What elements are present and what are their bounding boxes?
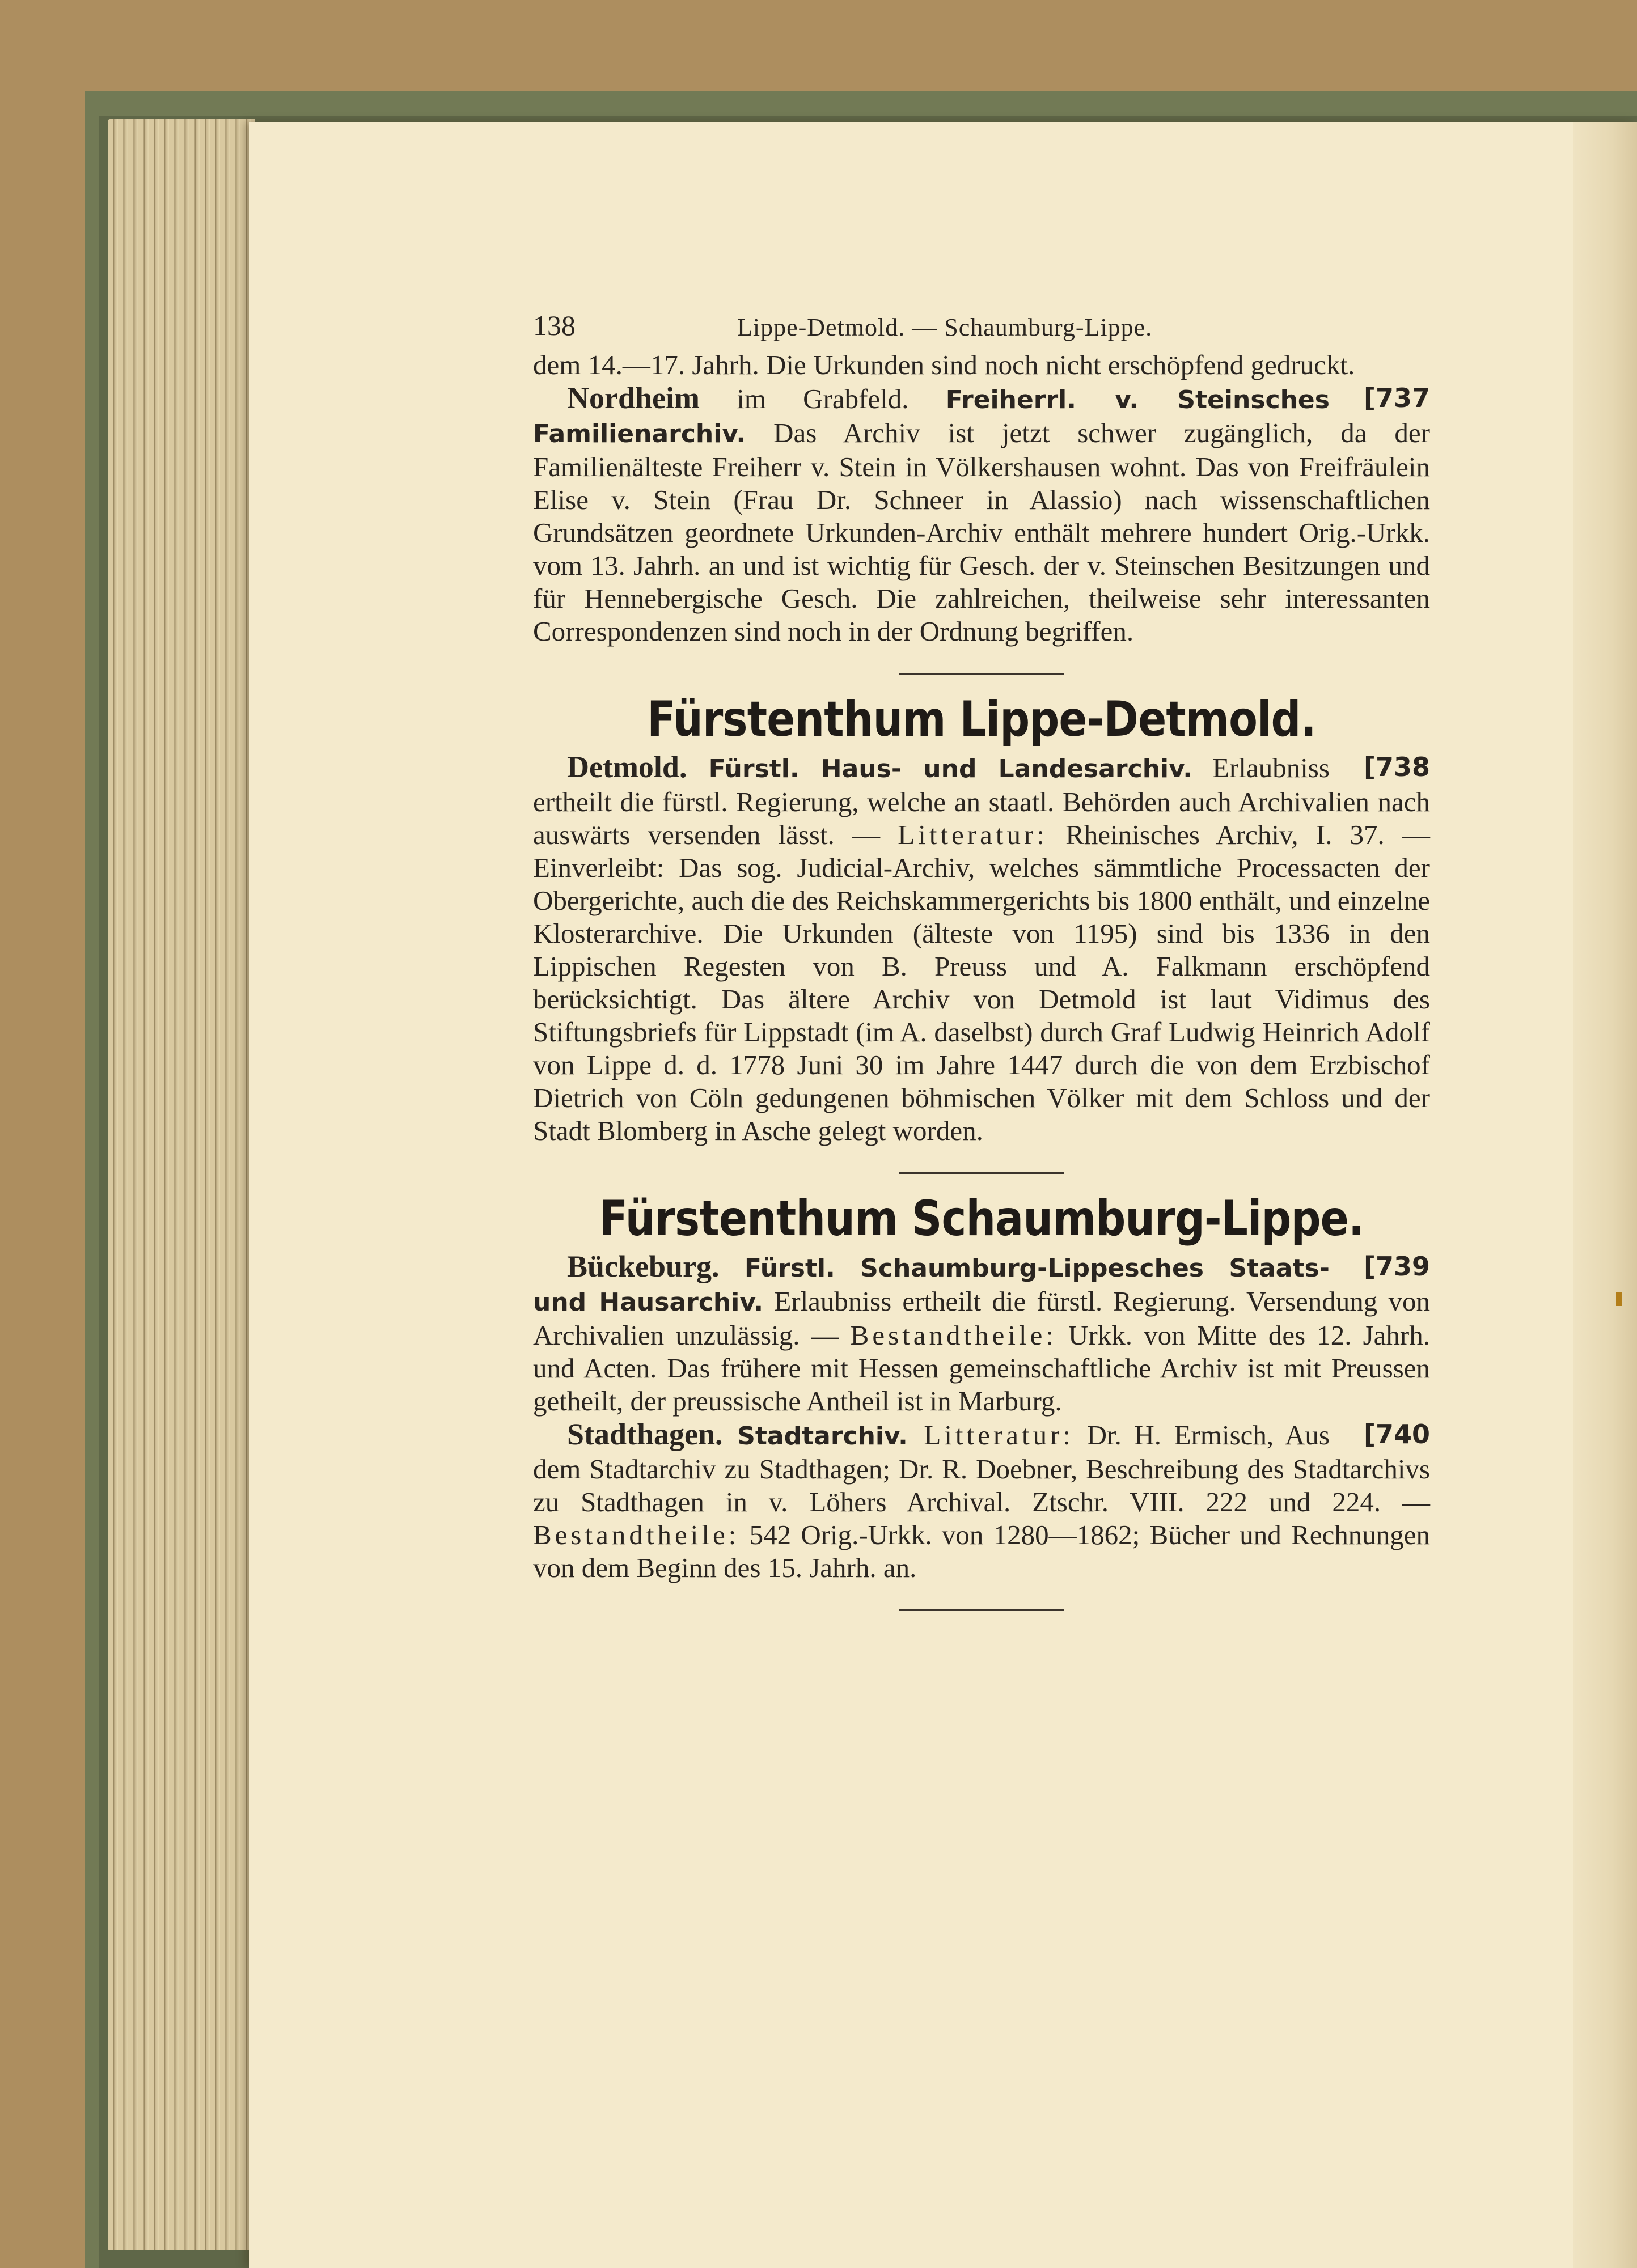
entry-text-2: Urkk. von Mitte des 12. Jahrh. und Acten. Das frühere mit Hessen gemeinschaftliche Archiv ist mit Preussen getheilt, der preussische Antheil ist in Marburg. — [533, 1320, 1430, 1417]
entry-number: [739 — [1363, 1251, 1430, 1282]
page-header — [533, 303, 1430, 349]
entry-place: Detmold. — [567, 750, 687, 784]
margin-mark — [1616, 1292, 1622, 1306]
divider-rule — [899, 1172, 1064, 1174]
entry-text-2: Rheinisches Archiv, I. 37. — Einverleibt: Das sog. Judicial-Archiv, welches sämmtliche Processacten der Obergerichte, auch die des Reichskammergerichts bis 1800 enthält, und einzelne Klosterarchive. Die Urkunden (älteste von 1195) sind bis 1336 in den Lippischen Regesten von B. Preuss und A. Falkmann erschöpfend berücksichtigt. Das ältere Archiv von Detmold ist laut Vidimus des Stiftungsbriefs für Lippstadt (im A. daselbst) durch Graf Ludwig Heinrich Adolf von Lippe d. d. 1778 Juni 30 im Jahre 1447 durch die von dem Erzbischof Dietrich von Cöln gedungenen böhmischen Völker mit dem Schloss und der Stadt Blomberg in Asche gelegt worden. — [533, 819, 1430, 1146]
running-head: Lippe-Detmold. — Schaumburg-Lippe. — [737, 313, 1153, 341]
page-content — [533, 303, 1430, 1639]
entry-number: [738 — [1363, 752, 1430, 782]
entry-place-suffix: im Grabfeld. — [699, 383, 946, 414]
entry-archive: Fürstl. Schaumburg-Lippesches Staats- und Hausarchiv. — [533, 1254, 1330, 1317]
entry-number: [737 — [1363, 383, 1430, 413]
page-gutter — [1573, 122, 1637, 2268]
entry-text-2: 542 Orig.-Urkk. von 1280—1862; Bücher und Rechnungen von dem Beginn des 15. Jahrh. an. — [533, 1519, 1430, 1583]
holdings-label: Bestandtheile: — [533, 1519, 740, 1550]
page-edges — [108, 119, 255, 2250]
literature-label: Litteratur: — [898, 819, 1048, 850]
entry-text: Dr. H. Ermisch, Aus dem Stadtarchiv zu Stadthagen; Dr. R. Doebner, Beschreibung des Stadtarchivs zu Stadthagen in v. Löhers Archival. Ztschr. VIII. 222 und 224. — — [533, 1419, 1430, 1517]
section-title: Fürstenthum Lippe-Detmold. — [647, 691, 1316, 748]
entry-740 — [533, 1418, 1430, 1584]
page-number: 138 — [533, 310, 576, 341]
entry-place: Nordheim — [567, 381, 700, 415]
entry-archive: Stadtarchiv. — [722, 1422, 908, 1451]
entry-number: [740 — [1363, 1419, 1430, 1449]
continuation-paragraph — [533, 349, 1430, 381]
holdings-label: Bestandtheile: — [850, 1320, 1057, 1351]
entry-737 — [533, 381, 1430, 648]
entry-archive: Fürstl. Haus- und Landesarchiv. — [687, 754, 1192, 783]
entry-738 — [533, 751, 1430, 1147]
entry-archive: Freiherrl. v. Steinsches Familienarchiv. — [533, 385, 1330, 448]
continuation-text: dem 14.—17. Jahrh. Die Urkunden sind noch nicht erschöpfend gedruckt. — [533, 349, 1355, 380]
entry-place: Stadthagen. — [567, 1417, 723, 1451]
divider-rule — [899, 673, 1064, 675]
entry-739 — [533, 1250, 1430, 1418]
entry-text: Das Archiv ist jetzt schwer zugänglich, da der Familienälteste Freiherr v. Stein in Völkershausen wohnt. Das von Freifräulein Elise v. Stein (Frau Dr. Schneer in Alassio) nach wissenschaftlichen Grundsätzen geordnete Urkunden-Archiv enthält mehrere hundert Orig.-Urkk. vom 13. Jahrh. an und ist wichtig für Gesch. der v. Steinschen Besitzungen und für Hennebergische Gesch. Die zahlreichen, theilweise sehr interessanten Correspondenzen sind noch in der Ordnung begriffen. — [533, 417, 1430, 647]
divider-rule — [899, 1609, 1064, 1611]
entry-text: Erlaubniss ertheilt die fürstl. Regierung, welche an staatl. Behörden auch Archivalien nach auswärts versenden lässt. — — [533, 752, 1430, 850]
entry-text: Erlaubniss ertheilt die fürstl. Regierung. Versendung von Archivalien unzulässig. — — [533, 1286, 1430, 1351]
section-title: Fürstenthum Schaumburg-Lippe. — [599, 1190, 1364, 1247]
literature-label: Litteratur: — [907, 1419, 1075, 1451]
entry-place: Bückeburg. — [567, 1249, 720, 1283]
